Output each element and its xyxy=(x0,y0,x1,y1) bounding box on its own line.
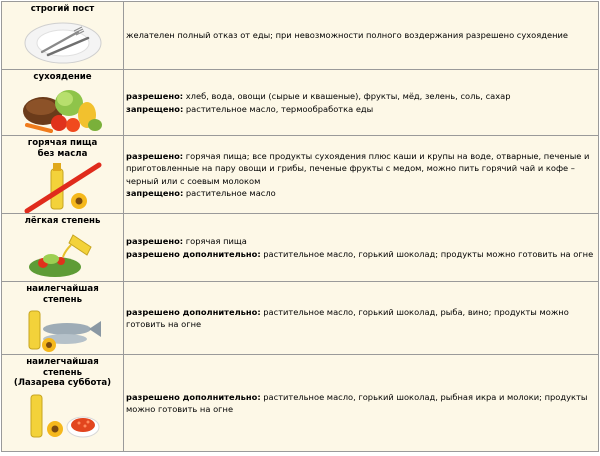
rule-line xyxy=(126,235,598,247)
rule-text: растительное масло xyxy=(183,187,276,198)
level-cell xyxy=(2,2,124,70)
rule-label: запрещено: xyxy=(126,103,184,114)
no-oil-icon xyxy=(21,161,105,213)
rule-line xyxy=(126,248,598,260)
rules-cell xyxy=(124,355,599,452)
level-name: сухоядение xyxy=(33,72,92,82)
rule-text: растительное масло, горький шоколад, рыба, вино; продукты можно готовить на огне xyxy=(126,306,569,329)
rule-label: разрешено: xyxy=(126,91,184,102)
table-row xyxy=(2,355,599,452)
table-row xyxy=(2,282,599,355)
rule-label: разрешено дополнительно: xyxy=(126,306,261,317)
level-cell xyxy=(2,136,124,214)
rules-cell xyxy=(124,2,599,70)
rule-text: горячая пища xyxy=(183,236,247,247)
rules-cell xyxy=(124,214,599,282)
oil-and-caviar-icon xyxy=(21,391,105,441)
table-row xyxy=(2,2,599,70)
level-cell xyxy=(2,214,124,282)
rule-text: желателен полный отказ от еды; при невозможности полного воздержания разрешено сухоядение xyxy=(126,30,569,41)
level-cell xyxy=(2,355,124,452)
rule-label: разрешено дополнительно: xyxy=(126,248,261,259)
rules-cell xyxy=(124,70,599,136)
fasting-levels-table xyxy=(1,1,599,452)
level-name: наилегчайшая степень (Лазарева суббота) xyxy=(13,357,112,388)
rule-label: разрешено дополнительно: xyxy=(126,391,261,402)
table-row xyxy=(2,70,599,136)
rule-text: растительное масло, термообработка еды xyxy=(183,103,374,114)
rule-line xyxy=(126,306,598,331)
rule-line xyxy=(126,187,598,199)
rule-text: растительное масло, горький шоколад; продукты можно готовить на огне xyxy=(260,248,594,259)
rule-text: горячая пища; все продукты сухоядения плюс каши и крупы на воде, отварные, печеные и приготовленные на пару овощи и грибы, печеные фрукты с медом, можно пить горячий чай и кофе – черный или с соевым молоком xyxy=(126,150,590,186)
rules-cell xyxy=(124,282,599,355)
level-cell xyxy=(2,282,124,355)
rule-text: хлеб, вода, овощи (сырые и квашеные), фрукты, мёд, зелень, соль, сахар xyxy=(183,91,511,102)
rule-label: запрещено: xyxy=(126,187,184,198)
plate-with-fork-and-knife-icon xyxy=(22,17,104,65)
level-name: наилегчайшая степень xyxy=(26,284,99,305)
oil-on-salad-icon xyxy=(21,229,105,279)
level-cell xyxy=(2,70,124,136)
rules-cell xyxy=(124,136,599,214)
rule-line xyxy=(126,150,598,187)
rule-label: разрешено: xyxy=(126,236,184,247)
oil-and-fish-icon xyxy=(21,307,105,353)
rule-text: растительное масло, горький шоколад, рыбная икра и молоки; продукты можно готовить на огне xyxy=(126,391,588,414)
rule-line xyxy=(126,103,598,115)
rule-line xyxy=(126,391,598,416)
table-row xyxy=(2,214,599,282)
rule-label: разрешено: xyxy=(126,150,184,161)
level-name: строгий пост xyxy=(30,4,95,14)
rule-line xyxy=(126,90,598,102)
bread-and-vegetables-icon xyxy=(21,85,105,135)
table-row xyxy=(2,136,599,214)
level-name: лёгкая степень xyxy=(24,216,101,226)
level-name: горячая пища без масла xyxy=(27,138,98,159)
